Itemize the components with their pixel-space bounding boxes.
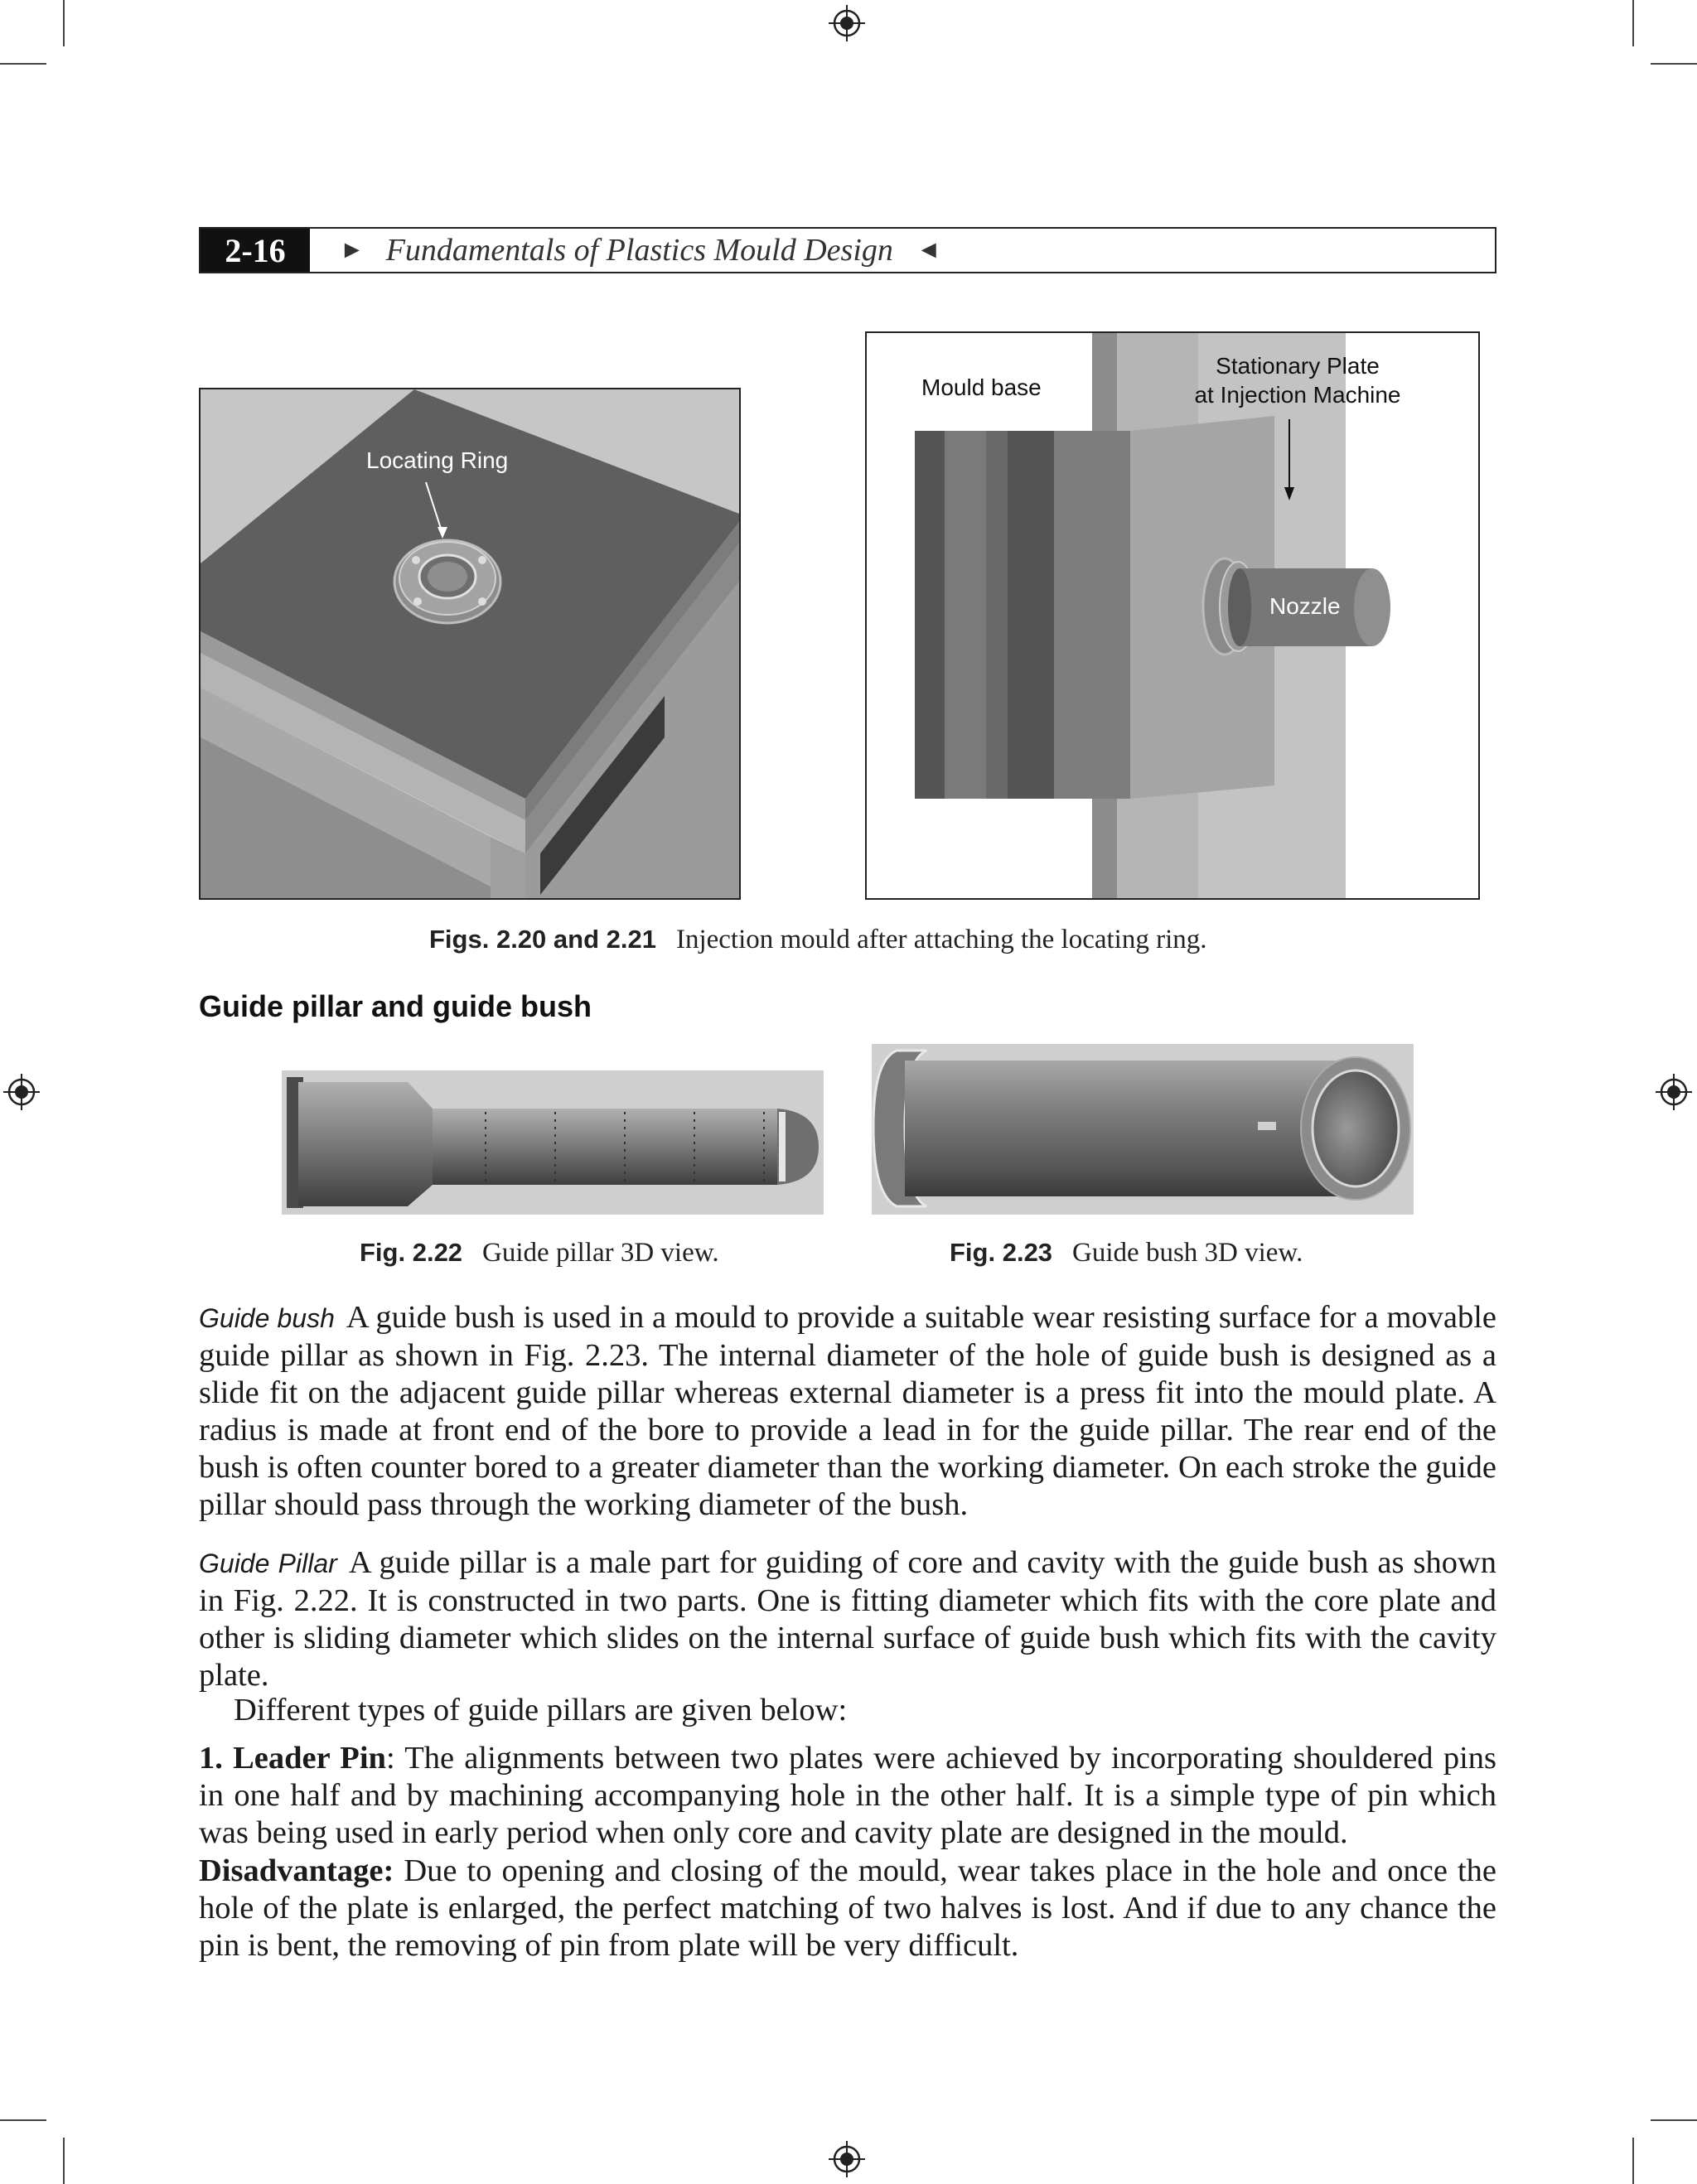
stationary-plate-label xyxy=(1157,351,1438,409)
book-title-text: Fundamentals of Plastics Mould Design xyxy=(385,233,893,268)
list-item-heading: 1. Leader Pin xyxy=(199,1741,386,1776)
paragraph-guide-bush xyxy=(199,1299,1496,1524)
registration-mark-icon xyxy=(3,1074,40,1110)
run-in-heading: Guide bush xyxy=(199,1303,335,1333)
figure-2-23 xyxy=(872,1044,1414,1215)
run-in-heading: Guide Pillar xyxy=(199,1549,337,1578)
paragraph-text: Due to opening and closing of the mould, wear takes place in the hole and once the hole of the plate is enlarged, the perfect matching of two halves is lost. And if due to any chance the pin is bent, the removing of pin from plate will be very difficult. xyxy=(199,1853,1496,1963)
paragraph-text: : The alignments between two plates were achieved by incorporating shouldered pins in one half and by machining accompanying hole in the other half. It is a simple type of pin which was being used in early period when only core and cavity plate are designed in the mould. xyxy=(199,1741,1496,1850)
crop-mark xyxy=(0,63,46,65)
registration-mark-icon xyxy=(829,2141,865,2177)
crop-mark xyxy=(1632,2138,1634,2184)
figure-caption-2-20-21 xyxy=(429,925,1207,955)
crop-mark xyxy=(1632,0,1634,46)
crop-mark xyxy=(0,2119,46,2121)
registration-mark-icon xyxy=(1656,1074,1692,1110)
figure-2-21 xyxy=(865,331,1480,900)
paragraph-leader-pin xyxy=(199,1740,1496,1852)
right-triangle-icon: ► xyxy=(340,236,365,263)
registration-mark-icon xyxy=(829,5,865,41)
paragraph-disadvantage xyxy=(199,1853,1496,1964)
caption-label: Fig. 2.23 xyxy=(950,1238,1053,1267)
locating-ring-label: Locating Ring xyxy=(366,447,509,473)
guide-pillar-image xyxy=(282,1070,824,1215)
running-header xyxy=(199,227,1496,273)
nozzle-label: Nozzle xyxy=(1269,593,1341,619)
book-title xyxy=(340,229,941,272)
crop-mark xyxy=(1651,63,1697,65)
paragraph-guide-pillar xyxy=(199,1544,1496,1694)
stationary-plate-label-line-2: at Injection Machine xyxy=(1194,382,1401,408)
paragraph-types-intro: Different types of guide pillars are given below: xyxy=(234,1693,848,1727)
page-number: 2-16 xyxy=(201,229,310,272)
section-heading: Guide pillar and guide bush xyxy=(199,989,592,1023)
paragraph-text: A guide pillar is a male part for guiding of core and cavity with the guide bush as shown in Fig. 2.22. It is constructed in two parts. One is fitting diameter which fits with the core plate and other is sliding diameter which slides on the internal surface of guide bush which fits with the cavity plate. xyxy=(199,1545,1496,1693)
left-triangle-icon: ◄ xyxy=(916,236,941,263)
figure-caption-2-22 xyxy=(360,1238,719,1268)
caption-text: Injection mould after attaching the locating ring. xyxy=(675,925,1207,954)
caption-text: Guide bush 3D view. xyxy=(1072,1238,1303,1268)
stationary-plate-label-line-1: Stationary Plate xyxy=(1216,353,1380,379)
crop-mark xyxy=(1651,2119,1697,2121)
figure-caption-2-23 xyxy=(950,1238,1303,1268)
mould-base-nozzle-image xyxy=(867,333,1478,898)
caption-label: Fig. 2.22 xyxy=(360,1238,463,1267)
caption-text: Guide pillar 3D view. xyxy=(482,1238,719,1268)
mould-base-label: Mould base xyxy=(921,374,1042,400)
figure-2-20 xyxy=(199,388,741,900)
guide-bush-image xyxy=(872,1044,1414,1215)
paragraph-text: A guide bush is used in a mould to provide a suitable wear resisting surface for a movable guide pillar as shown in Fig. 2.23. The internal diameter of the hole of guide bush is designed as a slide fit on the adjacent guide pillar whereas external diameter is a press fit into the mould plate. A radius is made at front end of the bore to provide a lead in for the guide pillar. The rear end of the bush is often counter bored to a greater diameter than the working diameter. On each stroke the guide pillar should pass through the working diameter of the bush. xyxy=(199,1300,1497,1522)
crop-mark xyxy=(63,0,65,46)
disadvantage-heading: Disadvantage: xyxy=(199,1853,394,1888)
caption-label: Figs. 2.20 and 2.21 xyxy=(429,925,656,954)
crop-mark xyxy=(63,2138,65,2184)
figure-2-22 xyxy=(282,1070,824,1215)
